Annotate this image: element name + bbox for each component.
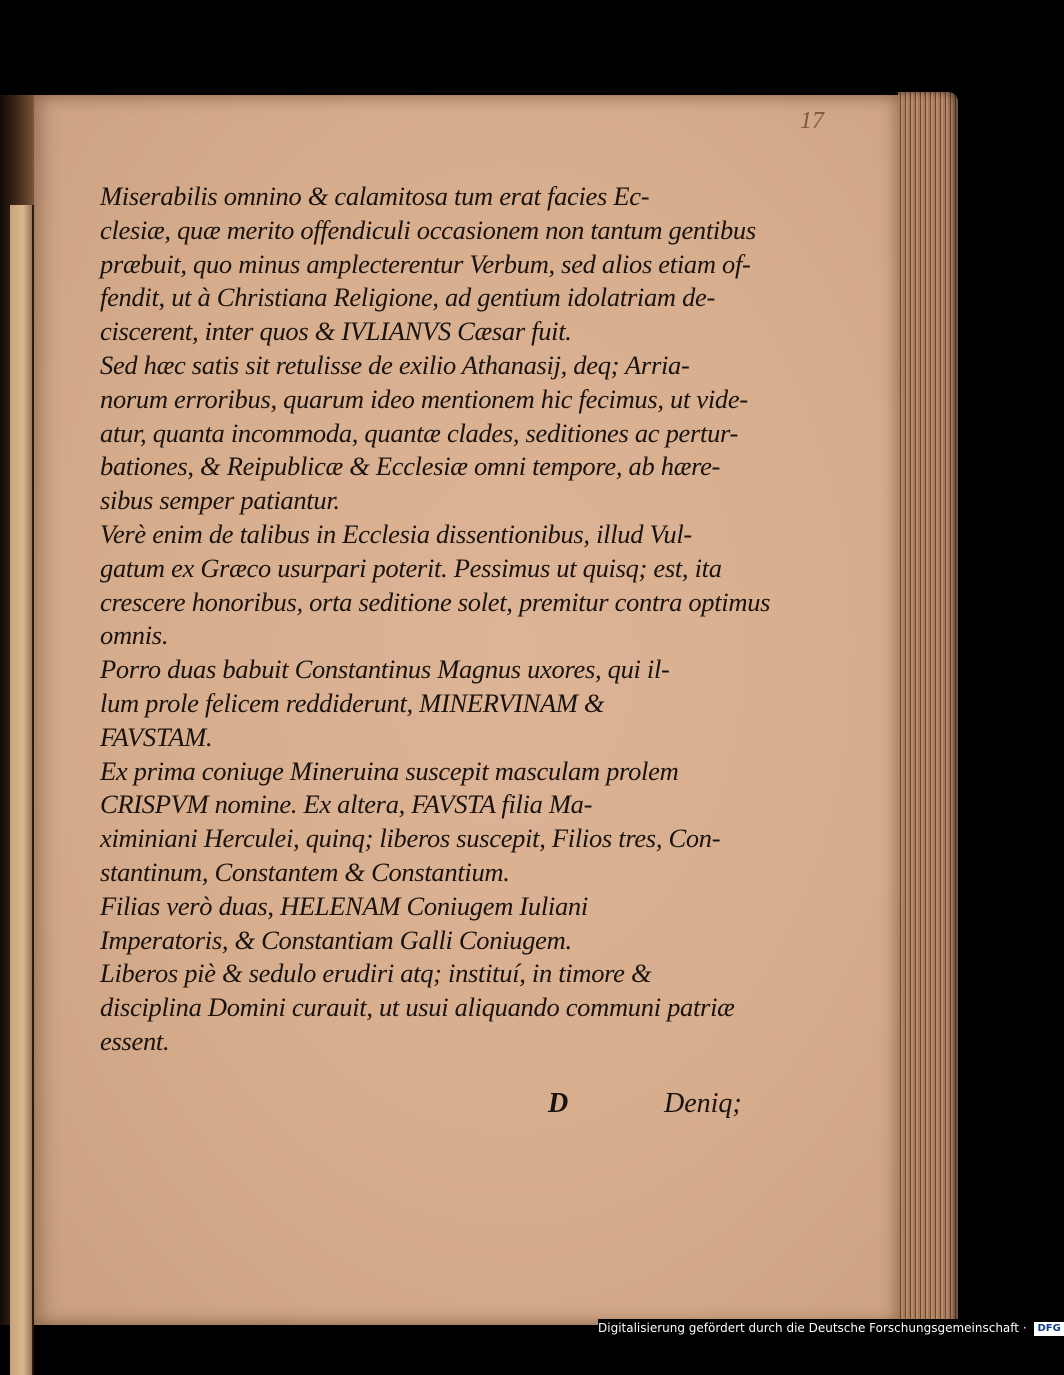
text-line: sibus semper patiantur. xyxy=(100,485,340,516)
text-line: Imperatoris, & Constantiam Galli Coniugem. xyxy=(100,924,572,955)
text-line: CRISPVM nomine. Ex altera, FAVSTA filia Ma- xyxy=(100,789,593,820)
text-line: FAVSTAM. xyxy=(100,721,213,752)
credit-text: Digitalisierung gefördert durch die Deutsche Forschungsgemeinschaft xyxy=(598,1321,1020,1335)
page-text xyxy=(100,180,771,1059)
text-line: ciscerent, inter quos & IVLIANVS Cæsar fuit. xyxy=(100,316,572,347)
text-line: Sed hæc satis sit retulisse de exilio Athanasij, deq; Arria- xyxy=(100,349,690,380)
text-line: norum erroribus, quarum ideo mentionem hic fecimus, ut vide- xyxy=(100,383,748,414)
catchword: Deniq; xyxy=(664,1088,742,1119)
folio-number: 17 xyxy=(800,108,824,134)
text-line: fendit, ut à Christiana Religione, ad gentium idolatriam de- xyxy=(100,282,716,313)
text-line: crescere honoribus, orta seditione solet, premitur contra optimus xyxy=(100,586,771,617)
text-line: Liberos piè & sedulo erudiri atq; instituí, in timore & xyxy=(100,958,652,989)
text-line: stantinum, Constantem & Constantium. xyxy=(100,856,510,887)
text-line: bationes, & Reipublicæ & Ecclesiæ omni tempore, ab hære- xyxy=(100,451,721,482)
text-line: Miserabilis omnino & calamitosa tum erat facies Ec- xyxy=(100,181,650,211)
text-line: lum prole felicem reddiderunt, MINERVINAM & xyxy=(100,687,605,718)
text-line: clesiæ, quæ merito offendiculi occasionem non tantum gentibus xyxy=(100,214,756,245)
text-line: Ex prima coniuge Mineruina suscepit masculam prolem xyxy=(100,755,679,786)
text-line: omnis. xyxy=(100,620,169,651)
right-page-stack xyxy=(898,92,958,1330)
signature-mark: D xyxy=(548,1088,569,1119)
digitization-credit: Digitalisierung gefördert durch die Deutsche Forschungsgemeinschaft · DFG xyxy=(598,1319,998,1337)
text-line: disciplina Domini curauit, ut usui aliquando communi patriæ xyxy=(100,992,735,1023)
text-line: Filias verò duas, HELENAM Coniugem Iuliani xyxy=(100,890,588,921)
text-line: gatum ex Græco usurpari poterit. Pessimus ut quisq; est, ita xyxy=(100,552,722,583)
text-line: ximiniani Herculei, quinq; liberos suscepit, Filios tres, Con- xyxy=(100,823,721,854)
text-line: essent. xyxy=(100,1025,170,1056)
text-line: Verè enim de talibus in Ecclesia dissentionibus, illud Vul- xyxy=(100,518,692,549)
left-page-margin xyxy=(10,205,34,1375)
text-line: atur, quanta incommoda, quantæ clades, seditiones ac pertur- xyxy=(100,417,739,448)
text-line: Porro duas babuit Constantinus Magnus uxores, qui il- xyxy=(100,654,670,685)
text-line: præbuit, quo minus amplecterentur Verbum, sed alios etiam of- xyxy=(100,248,751,279)
left-page-edge xyxy=(0,95,38,1325)
dfg-logo: DFG xyxy=(1034,1322,1063,1336)
